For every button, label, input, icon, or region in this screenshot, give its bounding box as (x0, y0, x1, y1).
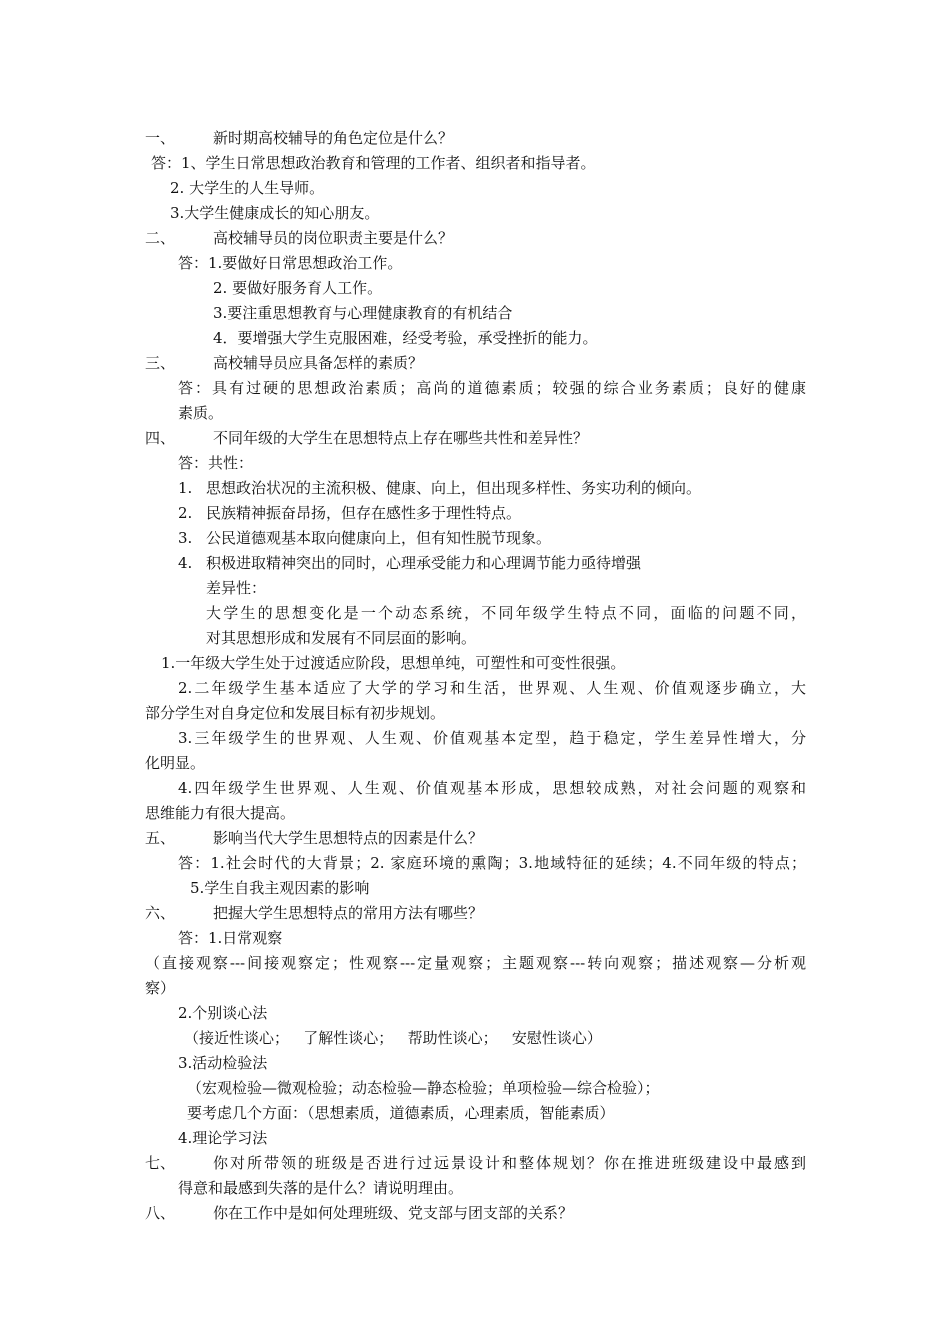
question-text: 高校辅导员的岗位职责主要是什么？ (213, 229, 454, 247)
answer-line: 5.学生自我主观因素的影响 (190, 879, 370, 897)
question-text: 你对所带领的班级是否进行过远景设计和整体规划？你在推进班级建设中最感到 (213, 1154, 806, 1172)
question-text: 你在工作中是如何处理班级、党支部与团支部的关系？ (213, 1204, 574, 1222)
answer-intro: 答：共性： (178, 454, 254, 472)
grade-line: 化明显。 (145, 754, 206, 772)
answer-line: 2. 要做好服务育人工作。 (213, 279, 383, 297)
item-text: 公民道德观基本取向健康向上，但有知性脱节现象。 (206, 529, 552, 547)
answer-line: 4．要增强大学生克服困难，经受考验，承受挫折的能力。 (213, 329, 598, 347)
answer-line: 2.个别谈心法 (178, 1004, 268, 1022)
answer-line: 察） (145, 979, 176, 997)
question-text: 不同年级的大学生在思想特点上存在哪些共性和差异性？ (213, 429, 589, 447)
question-number: 二、 (145, 229, 176, 247)
question-text: 高校辅导员应具备怎样的素质？ (213, 354, 424, 372)
answer-line: 3.大学生健康成长的知心朋友。 (170, 204, 380, 222)
item-number: 3. (178, 529, 193, 547)
question-number: 四、 (145, 429, 176, 447)
question-text: 影响当代大学生思想特点的因素是什么？ (213, 829, 484, 847)
answer-line: 素质。 (178, 404, 224, 422)
item-text: 积极进取精神突出的同时，心理承受能力和心理调节能力亟待增强 (206, 554, 642, 572)
question-number: 七、 (145, 1154, 176, 1172)
item-number: 2. (178, 504, 193, 522)
question-number: 八、 (145, 1204, 176, 1222)
question-number: 三、 (145, 354, 176, 372)
answer-line: （宏观检验—微观检验；动态检验—静态检验；单项检验—综合检验）； (187, 1079, 660, 1097)
answer-line: 答：1、学生日常思想政治教育和管理的工作者、组织者和指导者。 (151, 154, 596, 172)
grade-line: 2.二年级学生基本适应了大学的学习和生活，世界观、人生观、价值观逐步确立，大 (178, 679, 806, 697)
answer-line: 答：1.社会时代的大背景；2. 家庭环境的熏陶；3.地域特征的延续；4.不同年级的特点； (178, 854, 806, 872)
grade-line: 4.四年级学生世界观、人生观、价值观基本形成，思想较成熟，对社会问题的观察和 (178, 779, 806, 797)
difference-label: 差异性： (206, 579, 267, 597)
grade-line: 1.一年级大学生处于过渡适应阶段，思想单纯，可塑性和可变性很强。 (161, 654, 626, 672)
grade-line: 思维能力有很大提高。 (145, 804, 296, 822)
grade-line: 3.三年级学生的世界观、人生观、价值观基本定型，趋于稳定，学生差异性增大，分 (178, 729, 806, 747)
question-text: 新时期高校辅导的角色定位是什么？ (213, 129, 454, 147)
question-number: 六、 (145, 904, 176, 922)
answer-line: 2. 大学生的人生导师。 (170, 179, 325, 197)
question-text-continued: 得意和最感到失落的是什么？请说明理由。 (178, 1179, 464, 1197)
answer-line: 4.理论学习法 (178, 1129, 268, 1147)
difference-text: 大学生的思想变化是一个动态系统，不同年级学生特点不同，面临的问题不同， (206, 604, 806, 622)
answer-line: 答：具有过硬的思想政治素质；高尚的道德素质；较强的综合业务素质；良好的健康 (178, 379, 806, 397)
question-number: 一、 (145, 129, 176, 147)
question-number: 五、 (145, 829, 176, 847)
answer-line: 答：1.日常观察 (178, 929, 283, 947)
question-text: 把握大学生思想特点的常用方法有哪些？ (213, 904, 484, 922)
grade-line: 部分学生对自身定位和发展目标有初步规划。 (145, 704, 446, 722)
item-number: 1. (178, 479, 193, 497)
answer-line: 要考虑几个方面：（思想素质，道德素质，心理素质，智能素质） (187, 1104, 615, 1122)
answer-line: 3.要注重思想教育与心理健康教育的有机结合 (213, 304, 513, 322)
answer-line: 答：1.要做好日常思想政治工作。 (178, 254, 403, 272)
answer-line: （接近性谈心； 了解性谈心； 帮助性谈心； 安慰性谈心） (184, 1029, 602, 1047)
difference-text: 对其思想形成和发展有不同层面的影响。 (206, 629, 477, 647)
answer-line: 3.活动检验法 (178, 1054, 268, 1072)
item-text: 民族精神振奋昂扬，但存在感性多于理性特点。 (206, 504, 522, 522)
answer-line: （直接观察---间接观察定；性观察---定量观察；主题观察---转向观察；描述观察—分析观 (145, 954, 806, 972)
item-text: 思想政治状况的主流积极、健康、向上，但出现多样性、务实功利的倾向。 (206, 479, 702, 497)
item-number: 4. (178, 554, 193, 572)
